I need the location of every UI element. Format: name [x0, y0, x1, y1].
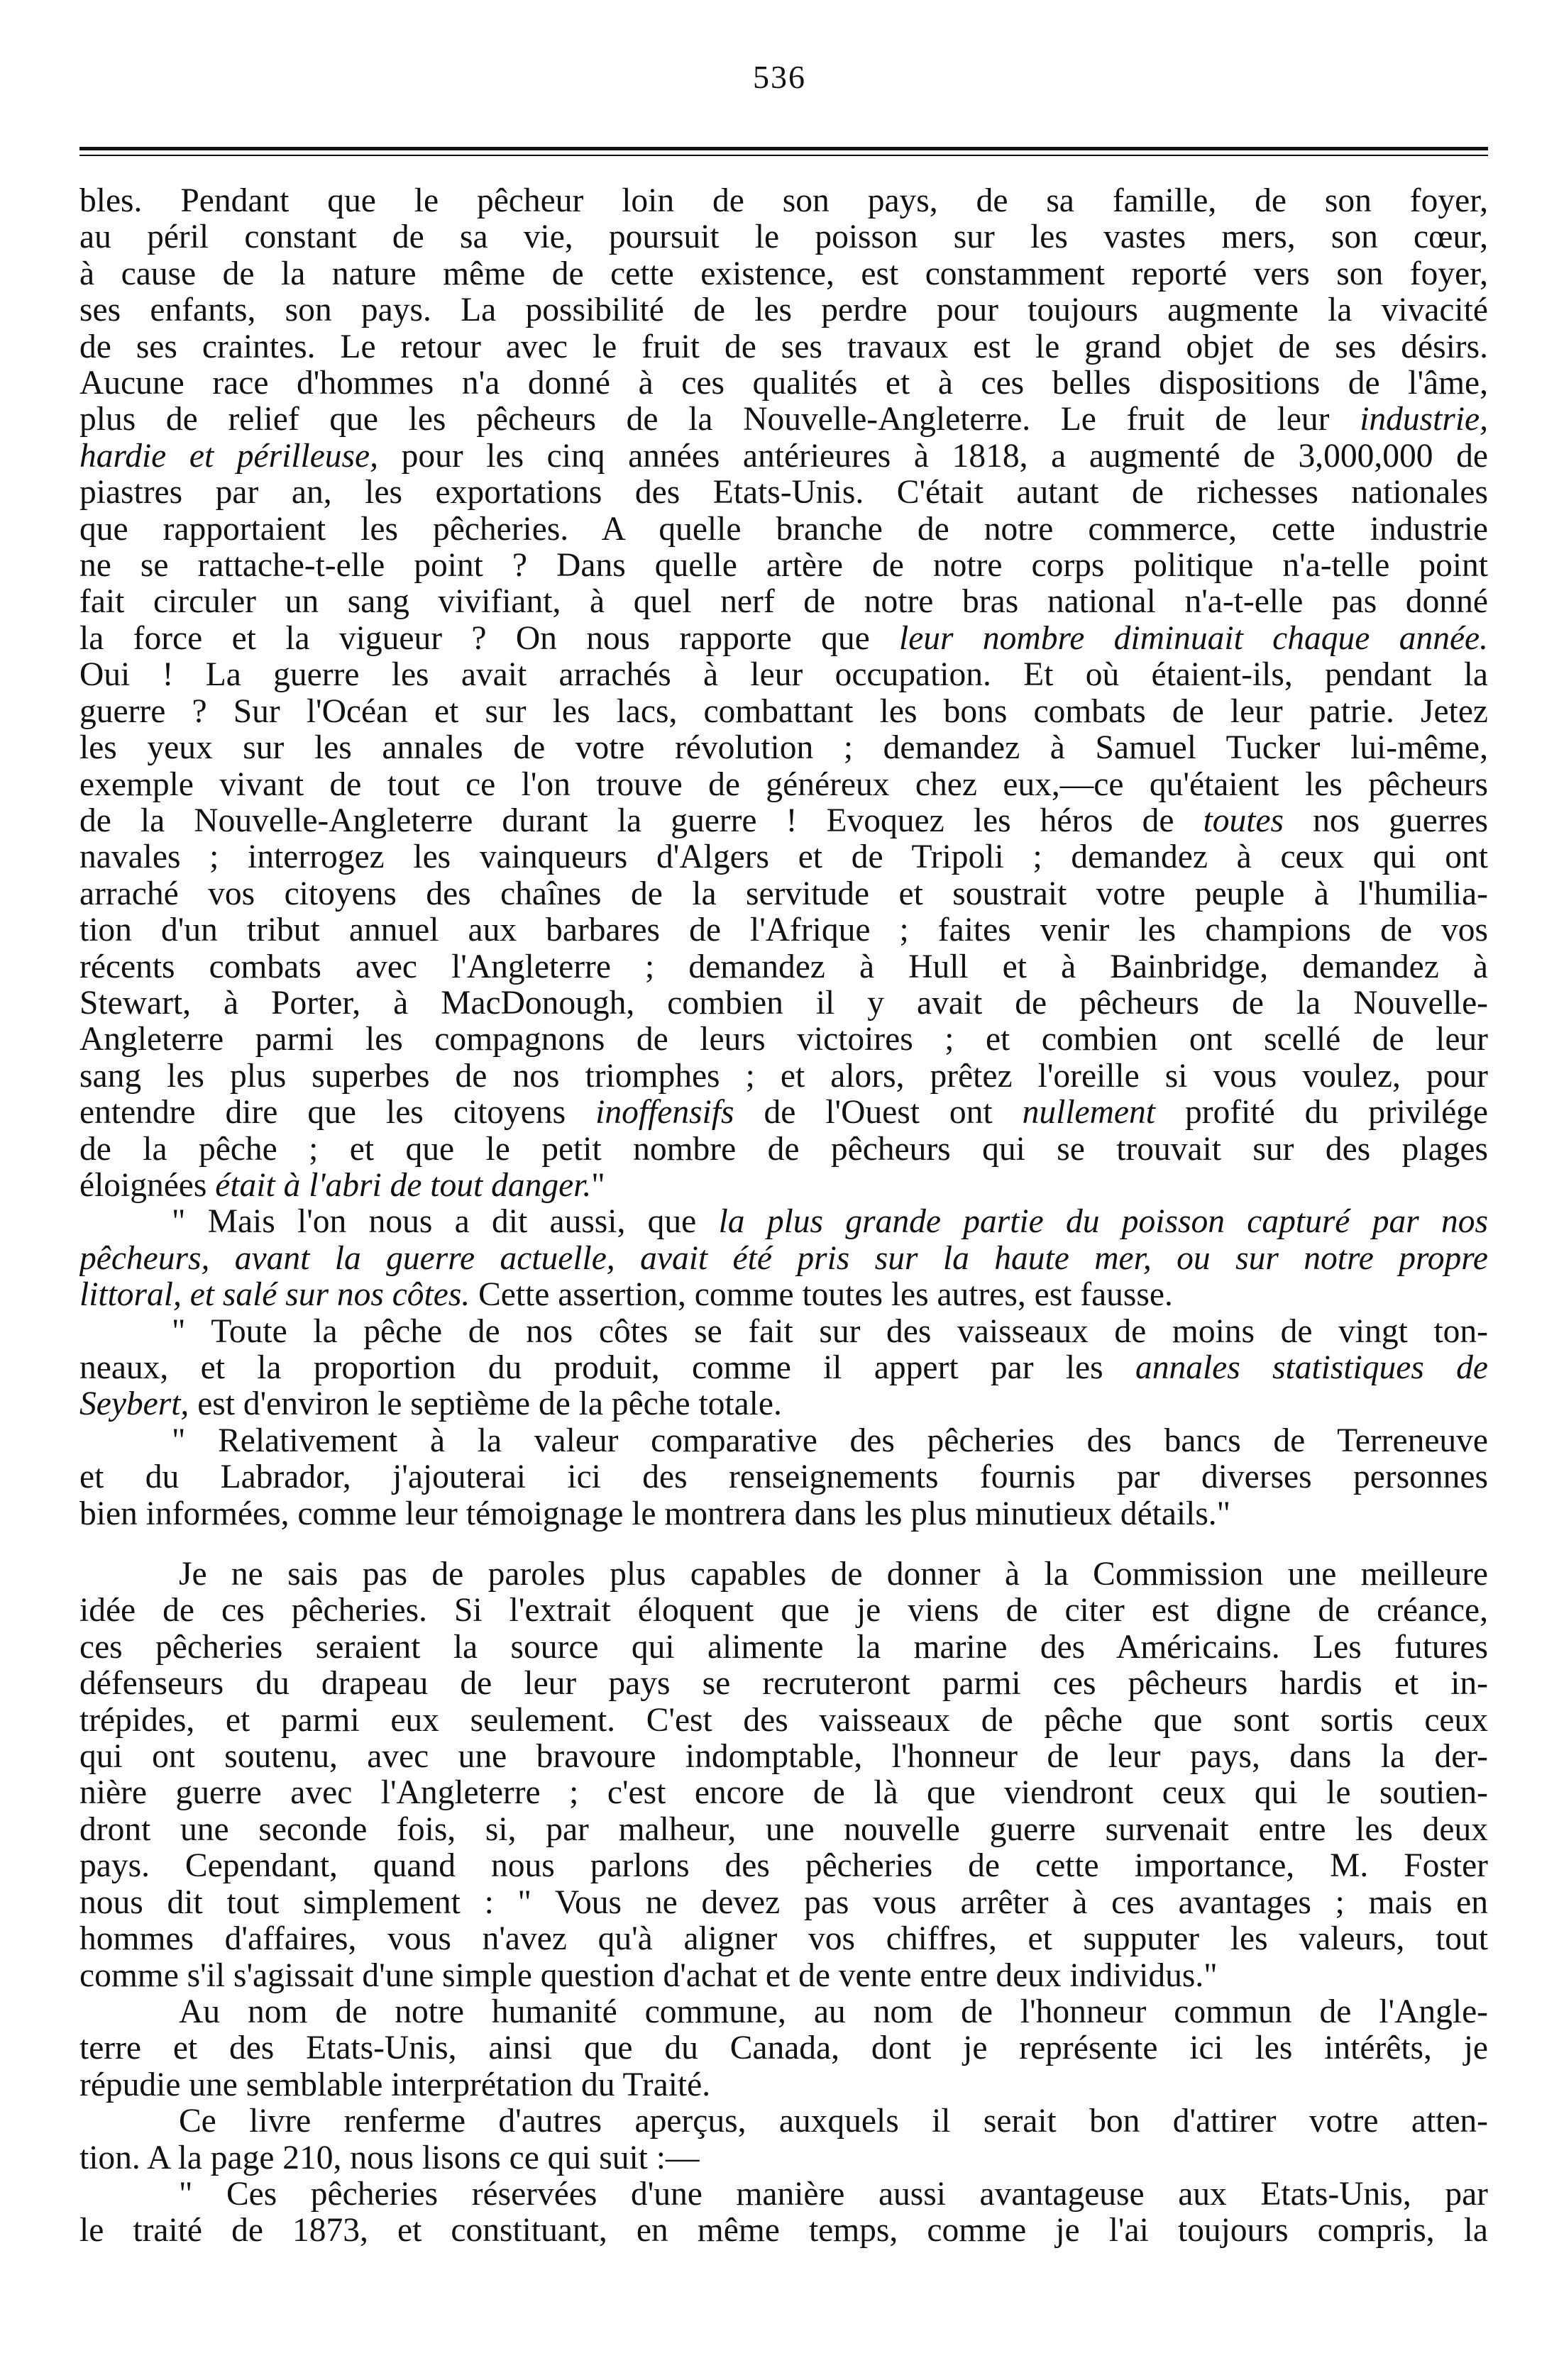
header-rule [79, 147, 1488, 150]
text-segment: tion. A la page 210, nous lisons ce qui suit :— [79, 2140, 700, 2176]
text-segment: nière guerre avec l'Angleterre ; c'est encore de là que viendront ceux qui le soutien- [79, 1775, 1488, 1812]
text-line [79, 2140, 1488, 2176]
text-segment: Angleterre parmi les compagnons de leurs victoires ; et combien ont scellé de leur [79, 1022, 1488, 1058]
text-line [79, 1666, 1488, 1702]
text-segment: est d'environ le septième de la pêche totale. [189, 1386, 782, 1423]
text-segment: guerre ? Sur l'Océan et sur les lacs, combattant les bons combats de leur patrie. Jetez [79, 693, 1488, 730]
text-line [79, 1131, 1488, 1168]
text-line [79, 329, 1488, 365]
text-line [79, 1314, 1488, 1350]
text-line [79, 292, 1488, 328]
text-segment: défenseurs du drapeau de leur pays se recruteront parmi ces pêcheurs hardis et in- [79, 1666, 1488, 1703]
italic-text: pêcheurs, avant la guerre actuelle, avait été pris sur la haute mer, ou sur notre propre [79, 1240, 1488, 1277]
text-line [79, 1496, 1488, 1532]
text-line [79, 1095, 1488, 1131]
paragraph [79, 1994, 1488, 2103]
paragraph [79, 1423, 1488, 1532]
text-line [79, 730, 1488, 766]
text-line [79, 438, 1488, 475]
italic-text: était à l'abri de tout danger. [215, 1167, 592, 1204]
text-segment: trépides, et parmi eux seulement. C'est des vaisseaux de pêche que sont sortis ceux [79, 1702, 1488, 1739]
text-line [79, 584, 1488, 620]
text-line [79, 1556, 1488, 1593]
text-line [79, 912, 1488, 948]
text-segment: comme s'il s'agissait d'une simple question d'achat et de vente entre deux individus." [79, 1957, 1218, 1994]
text-segment: bien informées, comme leur témoignage le montrera dans les plus minutieux détails." [79, 1495, 1231, 1532]
text-segment: les yeux sur les annales de votre révolution ; demandez à Samuel Tucker lui-même, [79, 730, 1488, 767]
text-line [79, 949, 1488, 985]
italic-text: industrie, [1360, 402, 1488, 438]
text-line [79, 657, 1488, 693]
text-segment: hommes d'affaires, vous n'avez qu'à aligner vos chiffres, et supputer les valeurs, tout [79, 1921, 1488, 1958]
text-line [79, 1168, 1488, 1204]
text-segment: la force et la vigueur ? On nous rapporte que [79, 620, 900, 657]
text-segment: de ses craintes. Le retour avec le fruit de ses travaux est le grand objet de ses désirs. [79, 328, 1488, 365]
text-segment: de la pêche ; et que le petit nombre de pêcheurs qui se trouvait sur des plages [79, 1131, 1488, 1168]
text-line [79, 365, 1488, 402]
text-line [79, 402, 1488, 438]
text-segment: " Relativement à la valeur comparative des pêcheries des bancs de Terreneuve [172, 1422, 1488, 1459]
text-line [79, 1629, 1488, 1666]
text-line [79, 2213, 1488, 2249]
text-segment: éloignées [79, 1167, 216, 1204]
text-segment: fait circuler un sang vivifiant, à quel nerf de notre bras national n'a-t-elle pas donné [79, 584, 1488, 621]
text-segment: " Ces pêcheries réservées d'une manière aussi avantageuse aux Etats-Unis, par [179, 2176, 1488, 2213]
text-segment: sang les plus superbes de nos triomphes ; et alors, prêtez l'oreille si vous voulez, pour [79, 1058, 1488, 1095]
text-line [79, 475, 1488, 511]
text-line [79, 1739, 1488, 1775]
text-segment: pour les cinq années antérieures à 1818, a augmenté de 3,000,000 de [378, 438, 1488, 475]
text-segment: arraché vos citoyens des chaînes de la servitude et soustrait votre peuple à l'humilia- [79, 875, 1488, 912]
text-line [79, 1885, 1488, 1921]
text-segment: idée de ces pêcheries. Si l'extrait éloquent que je viens de citer est digne de créance, [79, 1593, 1488, 1629]
text-line [79, 767, 1488, 803]
header-rule-thin [79, 155, 1488, 156]
text-line [79, 256, 1488, 292]
text-segment: plus de relief que les pêcheurs de la Nouvelle-Angleterre. Le fruit de leur [79, 402, 1360, 438]
text-segment: à cause de la nature même de cette existence, est constamment reporté vers son foyer, [79, 255, 1488, 292]
text-line [79, 1350, 1488, 1386]
text-segment: entendre dire que les citoyens [79, 1095, 596, 1131]
text-segment: Aucune race d'hommes n'a donné à ces qualités et à ces belles dispositions de l'âme, [79, 365, 1488, 402]
text-segment: tion d'un tribut annuel aux barbares de l'Afrique ; faites venir les champions de vos [79, 912, 1488, 949]
text-line [79, 548, 1488, 584]
text-line [79, 876, 1488, 912]
paragraph [79, 1314, 1488, 1423]
text-line [79, 1958, 1488, 1994]
paragraph [79, 1204, 1488, 1313]
text-line [79, 1703, 1488, 1739]
text-segment: de la Nouvelle-Angleterre durant la guerre ! Evoquez les héros de [79, 802, 1203, 839]
italic-text: littoral, et salé sur nos côtes. [79, 1277, 470, 1314]
page-number: 536 [753, 59, 806, 95]
text-line [79, 985, 1488, 1022]
text-segment: Au nom de notre humanité commune, au nom de l'honneur commun de l'Angle- [179, 1993, 1488, 2030]
text-segment: Cette assertion, comme toutes les autres, est fausse. [470, 1277, 1173, 1314]
text-segment: et du Labrador, j'ajouterai ici des renseignements fournis par diverses personnes [79, 1459, 1488, 1496]
text-segment: Je ne sais pas de paroles plus capables de donner à la Commission une meilleure [179, 1556, 1488, 1593]
text-segment: exemple vivant de tout ce l'on trouve de généreux chez eux,—ce qu'étaient les pêcheurs [79, 766, 1488, 803]
text-line [79, 1593, 1488, 1629]
italic-text: nullement [1022, 1095, 1155, 1131]
text-line [79, 1921, 1488, 1957]
text-segment: Oui ! La guerre les avait arrachés à leur occupation. Et où étaient-ils, pendant la [79, 657, 1488, 694]
text-segment: " [591, 1167, 605, 1204]
text-segment: Stewart, à Porter, à MacDonough, combien il y avait de pêcheurs de la Nouvelle- [79, 985, 1488, 1022]
text-line [79, 1022, 1488, 1058]
text-line [79, 1848, 1488, 1884]
text-line [79, 511, 1488, 548]
italic-text: leur nombre diminuait chaque année. [899, 620, 1488, 657]
text-line [79, 2176, 1488, 2213]
text-segment: ses enfants, son pays. La possibilité de les perdre pour toujours augmente la vivacité [79, 292, 1488, 329]
text-segment: ces pêcheries seraient la source qui alimente la marine des Américains. Les futures [79, 1629, 1488, 1666]
text-line [79, 803, 1488, 839]
text-segment: " Toute la pêche de nos côtes se fait sur des vaisseaux de moins de vingt ton- [172, 1313, 1488, 1350]
text-segment: pays. Cependant, quand nous parlons des pêcheries de cette importance, M. Foster [79, 1848, 1488, 1885]
text-segment: récents combats avec l'Angleterre ; demandez à Hull et à Bainbridge, demandez à [79, 948, 1488, 985]
italic-text: la plus grande partie du poisson capturé par nos [718, 1204, 1488, 1241]
text-line [79, 1775, 1488, 1811]
text-segment: bles. Pendant que le pêcheur loin de son pays, de sa famille, de son foyer, [79, 183, 1488, 219]
text-line [79, 621, 1488, 657]
text-segment: ne se rattache-t-elle point ? Dans quelle artère de notre corps politique n'a-telle point [79, 548, 1488, 585]
text-segment: le traité de 1873, et constituant, en même temps, comme je l'ai toujours compris, la [79, 2213, 1488, 2249]
paragraph [79, 183, 1488, 1204]
text-segment: qui ont soutenu, avec une bravoure indomptable, l'honneur de leur pays, dans la der- [79, 1739, 1488, 1776]
text-segment: terre et des Etats-Unis, ainsi que du Canada, dont je représente ici les intérêts, je [79, 2030, 1488, 2067]
text-line [79, 1058, 1488, 1095]
italic-text: hardie et périlleuse, [79, 438, 378, 475]
text-segment: profité du privilége [1155, 1095, 1488, 1131]
italic-text: annales statistiques de [1135, 1350, 1488, 1386]
text-line [79, 183, 1488, 219]
italic-text: Seybert, [79, 1386, 189, 1423]
text-line [79, 1241, 1488, 1277]
text-segment: navales ; interrogez les vainqueurs d'Algers et de Tripoli ; demandez à ceux qui ont [79, 839, 1488, 876]
text-segment: répudie une semblable interprétation du Traité. [79, 2066, 711, 2103]
text-line [79, 1994, 1488, 2030]
text-segment: dront une seconde fois, si, par malheur, une nouvelle guerre survenait entre les deux [79, 1811, 1488, 1848]
text-line [79, 2067, 1488, 2103]
text-line [79, 1812, 1488, 1848]
text-line [79, 694, 1488, 730]
text-segment: de l'Ouest ont [734, 1095, 1023, 1131]
paragraph [79, 1556, 1488, 1994]
text-line [79, 219, 1488, 255]
paragraph [79, 2103, 1488, 2176]
text-line [79, 1204, 1488, 1240]
italic-text: toutes [1203, 802, 1284, 839]
text-line [79, 2030, 1488, 2066]
body-text [79, 183, 1488, 2249]
text-segment: nos guerres [1284, 802, 1488, 839]
text-segment: que rapportaient les pêcheries. A quelle branche de notre commerce, cette industrie [79, 511, 1488, 548]
paragraph [79, 2176, 1488, 2249]
text-segment: Ce livre renferme d'autres aperçus, auxquels il serait bon d'attirer votre atten- [179, 2103, 1488, 2140]
text-segment: " Mais l'on nous a dit aussi, que [172, 1204, 719, 1241]
italic-text: inoffensifs [595, 1095, 734, 1131]
text-line [79, 2103, 1488, 2140]
text-line [79, 1386, 1488, 1422]
text-line [79, 839, 1488, 875]
text-segment: neaux, et la proportion du produit, comme il appert par les [79, 1350, 1135, 1386]
text-segment: nous dit tout simplement : " Vous ne devez pas vous arrêter à ces avantages ; mais en [79, 1884, 1488, 1921]
text-line [79, 1459, 1488, 1495]
text-segment: au péril constant de sa vie, poursuit le poisson sur les vastes mers, son cœur, [79, 219, 1488, 256]
text-line [79, 1423, 1488, 1459]
text-segment: piastres par an, les exportations des Etats-Unis. C'était autant de richesses nationales [79, 475, 1488, 511]
text-line [79, 1277, 1488, 1313]
